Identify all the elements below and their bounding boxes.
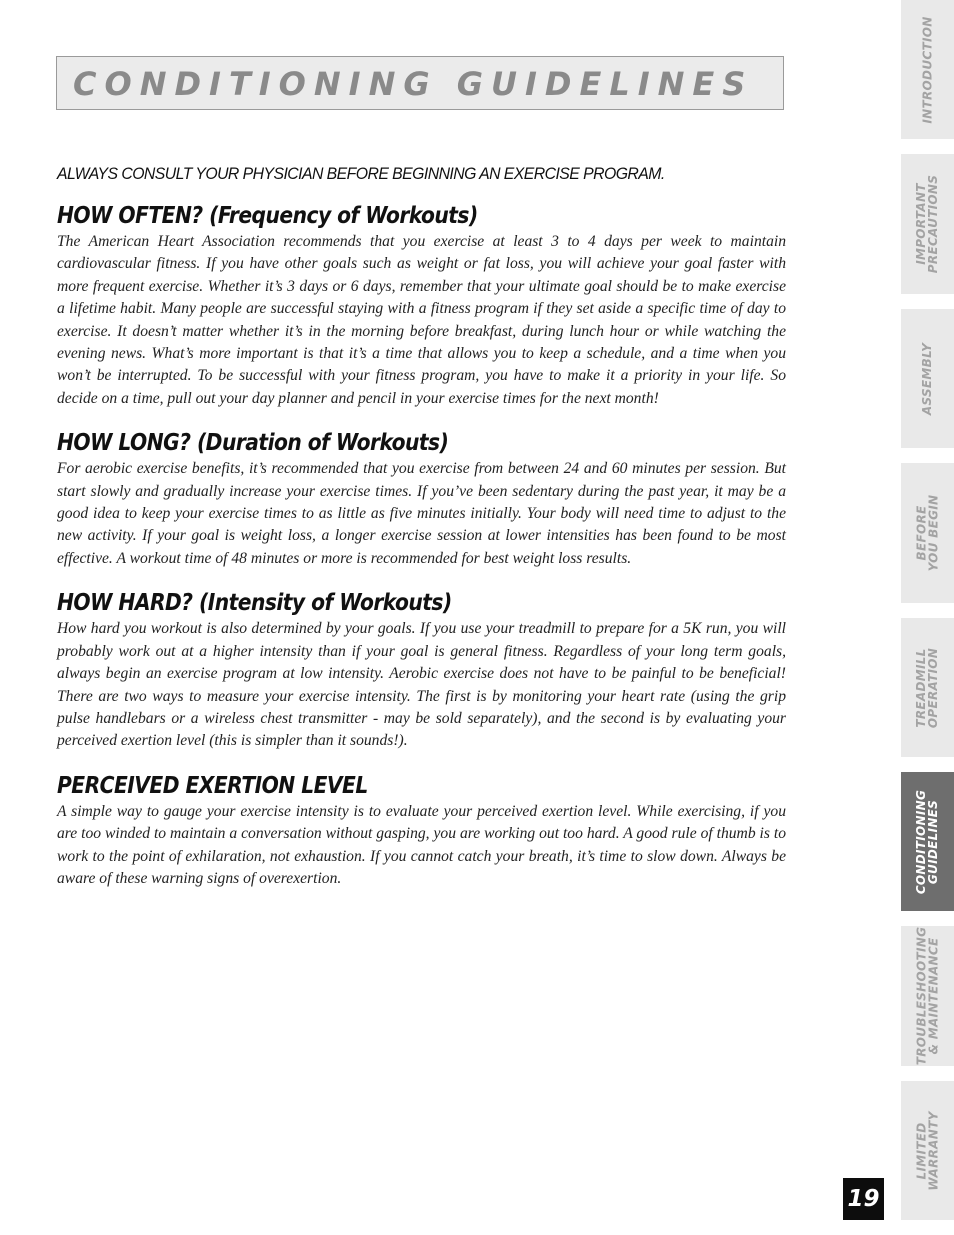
page-title: CONDITIONING GUIDELINES: [73, 65, 754, 103]
tab-important-precautions[interactable]: [901, 154, 954, 294]
tab-conditioning-guidelines[interactable]: [901, 772, 954, 911]
tab-limited-warranty[interactable]: [901, 1081, 954, 1220]
page-number: 19: [843, 1178, 884, 1220]
tab-label: LIMITED WARRANTY: [914, 1110, 941, 1191]
tab-treadmill-operation[interactable]: [901, 618, 954, 757]
page-title-box: [56, 56, 784, 110]
section-body: For aerobic exercise benefits, it’s recommended that you exercise from between 24 and 60 minutes per session. But start slowly and gradually increase your exercise times. If you’ve been sedentary during the past year, it may be a good idea to keep your exercise times to as little as five minutes initially. Your body will need time to adjust to the new activity. If your goal is weight loss, a longer exercise session at lower intensities has been found to be most effective. A workout time of 48 minutes or more is recommended for best weight loss results.: [57, 460, 786, 567]
tab-label: TREADMILL OPERATION: [914, 647, 941, 728]
tab-label: BEFORE YOU BEGIN: [914, 494, 941, 572]
tab-label: ASSEMBLY: [920, 342, 935, 415]
tab-label: TROUBLESHOOTING & MAINTENANCE: [914, 926, 941, 1066]
tab-label: INTRODUCTION: [920, 15, 935, 124]
section-heading: HOW HARD? (Intensity of Workouts): [57, 590, 452, 617]
section-heading: HOW LONG? (Duration of Workouts): [57, 430, 449, 457]
section-frequency: [57, 203, 786, 410]
tab-label: CONDITIONING GUIDELINES: [914, 789, 941, 894]
section-body: The American Heart Association recommends that you exercise at least 3 to 4 days per week to maintain cardiovascular fitness. If you have other goals such as weight or fat loss, you will achieve your goal faster with more frequent exercise. Whether it’s 3 days or 6 days, remember that your ultimate goal should be to make exercise a lifetime habit. Many people are successful staying with a fitness program if they set aside a specific time of day to exercise. It doesn’t matter whether it’s in the morning before breakfast, during lunch hour or while watching the evening news. What’s more important is that it’s a time that allows you to keep a schedule, and a time when you won’t be interrupted. To be successful with your fitness program, you have to make it a priority in your life. So decide on a time, pull out your day planner and pencil in your exercise times for the next month!: [57, 233, 786, 407]
physician-warning: ALWAYS CONSULT YOUR PHYSICIAN BEFORE BEGINNING AN EXERCISE PROGRAM.: [57, 164, 665, 183]
section-intensity: [57, 590, 786, 752]
main-content: [57, 164, 786, 910]
tab-introduction[interactable]: [901, 0, 954, 139]
section-body: A simple way to gauge your exercise intensity is to evaluate your perceived exertion level. While exercising, if you are too winded to maintain a conversation without gasping, you are working out too hard. A good rule of thumb is to work to the point of exhilaration, not exhaustion. If you cannot catch your breath, it’s time to slow down. Always be aware of these warning signs of overexertion.: [57, 802, 786, 887]
section-duration: [57, 430, 786, 570]
section-heading: HOW OFTEN? (Frequency of Workouts): [57, 203, 478, 229]
section-heading: PERCEIVED EXERTION LEVEL: [57, 772, 368, 799]
tab-before-you-begin[interactable]: [901, 463, 954, 603]
tab-troubleshooting-maintenance[interactable]: [901, 926, 954, 1066]
tab-assembly[interactable]: [901, 309, 954, 448]
section-body: How hard you workout is also determined by your goals. If you use your treadmill to prepare for a 5K run, you will probably work out at a higher intensity than if your goal is general fitness. Regardless of your long term goals, always begin an exercise program at low intensity. Aerobic exercise does not have to be painful to be beneficial! There are two ways to measure your exercise intensity. The first is by monitoring your heart rate (using the grip pulse handlebars or a wireless chest transmitter - may be sold separately), and the second is by evaluating your perceived exertion level (this is simpler than it sounds!).: [57, 620, 786, 750]
tab-label: IMPORTANT PRECAUTIONS: [914, 174, 941, 274]
section-perceived-exertion: [57, 773, 786, 891]
